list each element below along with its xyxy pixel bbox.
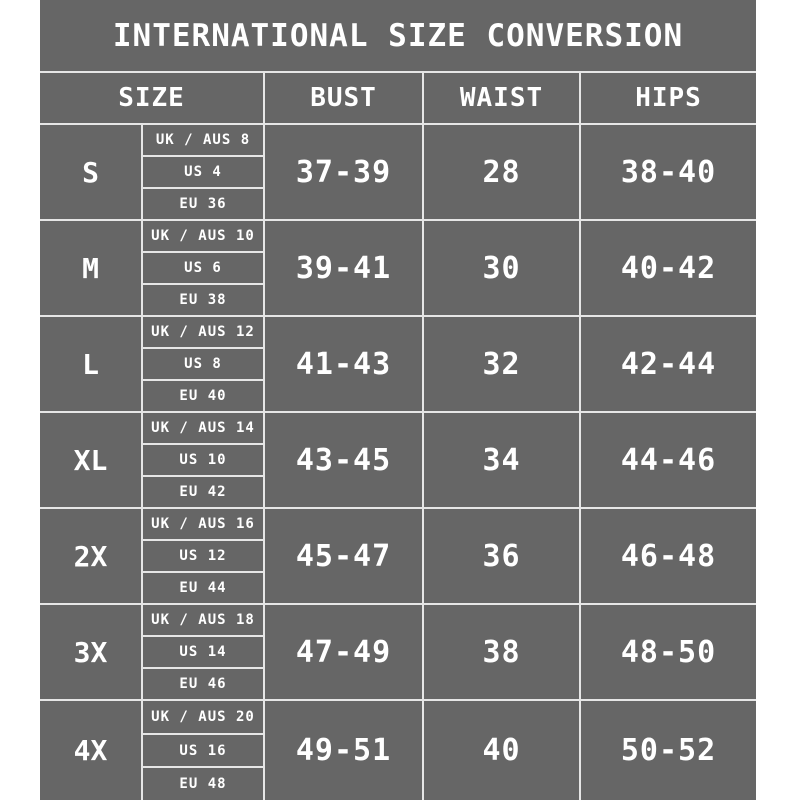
size-conversions [143, 221, 265, 315]
waist-value: 30 [424, 221, 581, 315]
size-label: L [40, 317, 143, 411]
uk-aus-size: UK / AUS 14 [143, 413, 263, 445]
size-label: S [40, 125, 143, 219]
hips-value: 38-40 [620, 154, 717, 190]
waist-value: 36 [424, 509, 581, 603]
size-label: 3X [40, 605, 143, 699]
eu-size: EU 38 [179, 292, 227, 308]
us-size: US 12 [143, 541, 263, 573]
waist-value: 38 [424, 605, 581, 699]
uk-aus-size: UK / AUS 8 [143, 125, 263, 157]
table-row [40, 125, 756, 221]
hips-value: 50-52 [620, 733, 717, 768]
table-row [40, 701, 756, 800]
size-rows [40, 125, 756, 800]
uk-aus-size: UK / AUS 10 [143, 221, 263, 253]
size-label: M [40, 221, 143, 315]
eu-size: EU 46 [179, 676, 227, 692]
header-hips: HIPS [635, 83, 702, 113]
bust-value: 37-39 [265, 125, 424, 219]
hips-value: 44-46 [620, 442, 717, 478]
hips-value: 46-48 [620, 538, 717, 574]
hips-value: 48-50 [620, 634, 717, 670]
eu-size: EU 42 [179, 484, 227, 500]
waist-value: 32 [424, 317, 581, 411]
header-row [40, 73, 756, 125]
size-label: 2X [40, 509, 143, 603]
us-size: US 16 [143, 735, 263, 769]
size-conversion-chart [40, 0, 756, 800]
eu-size: EU 40 [179, 388, 227, 404]
us-size: US 10 [143, 445, 263, 477]
hips-value: 42-44 [620, 346, 717, 382]
size-conversions [143, 413, 265, 507]
bust-value: 39-41 [265, 221, 424, 315]
table-row [40, 413, 756, 509]
header-bust: BUST [265, 73, 424, 123]
header-size: SIZE [40, 73, 265, 123]
size-conversions [143, 701, 265, 800]
waist-value: 34 [424, 413, 581, 507]
bust-value: 45-47 [265, 509, 424, 603]
size-conversions [143, 317, 265, 411]
bust-value: 47-49 [265, 605, 424, 699]
bust-value: 49-51 [265, 701, 424, 800]
table-row [40, 221, 756, 317]
us-size: US 8 [143, 349, 263, 381]
us-size: US 4 [143, 157, 263, 189]
waist-value: 40 [424, 701, 581, 800]
eu-size: EU 44 [179, 580, 227, 596]
uk-aus-size: UK / AUS 12 [143, 317, 263, 349]
table-row [40, 317, 756, 413]
bust-value: 41-43 [265, 317, 424, 411]
us-size: US 6 [143, 253, 263, 285]
size-conversions [143, 509, 265, 603]
uk-aus-size: UK / AUS 16 [143, 509, 263, 541]
size-label: XL [40, 413, 143, 507]
size-conversions [143, 125, 265, 219]
eu-size: EU 48 [179, 776, 227, 793]
hips-value: 40-42 [620, 250, 717, 286]
size-label: 4X [40, 701, 143, 800]
waist-value: 28 [424, 125, 581, 219]
uk-aus-size: UK / AUS 18 [143, 605, 263, 637]
eu-size: EU 36 [179, 196, 227, 212]
size-conversions [143, 605, 265, 699]
table-row [40, 605, 756, 701]
us-size: US 14 [143, 637, 263, 669]
header-waist: WAIST [424, 73, 581, 123]
bust-value: 43-45 [265, 413, 424, 507]
uk-aus-size: UK / AUS 20 [143, 701, 263, 735]
table-row [40, 509, 756, 605]
chart-title: INTERNATIONAL SIZE CONVERSION [40, 0, 756, 73]
